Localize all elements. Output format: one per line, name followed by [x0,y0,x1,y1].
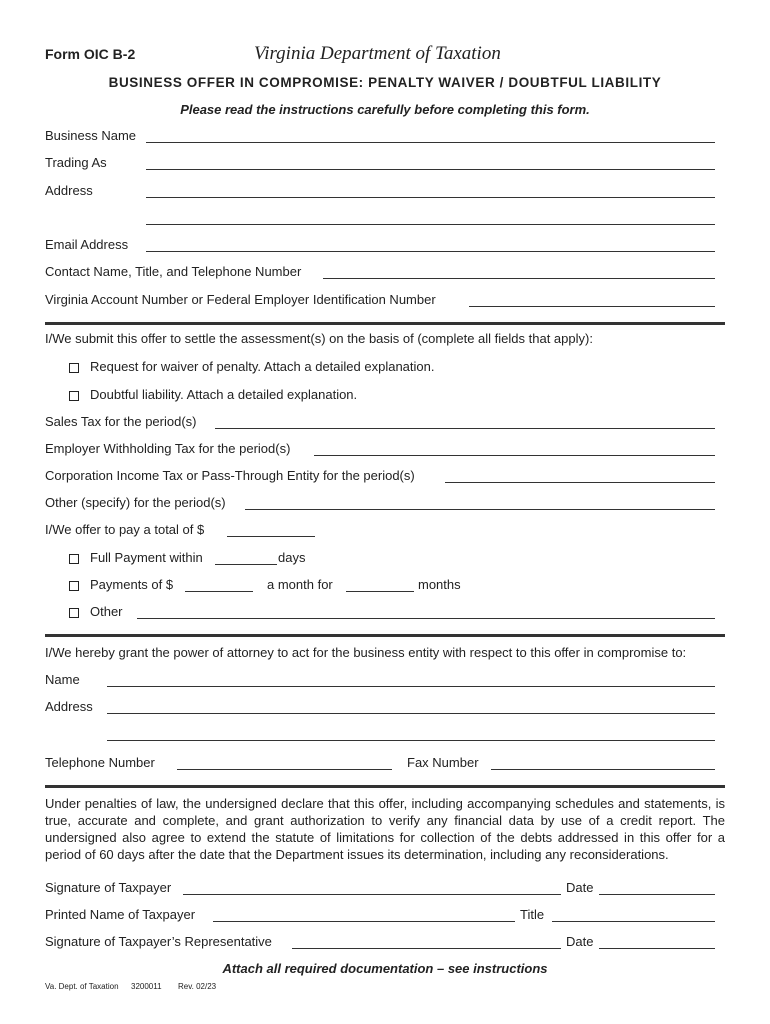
total-offer-field[interactable] [227,536,315,537]
representative-signature-label: Signature of Taxpayer’s Representative [45,934,272,949]
penalty-waiver-label: Request for waiver of penalty. Attach a detailed explanation. [90,359,435,374]
poa-fax-field[interactable] [491,769,715,770]
full-payment-days-field[interactable] [215,564,277,565]
withholding-field[interactable] [314,455,715,456]
poa-name-label: Name [45,672,80,687]
taxpayer-signature-field[interactable] [183,894,561,895]
corporation-tax-label: Corporation Income Tax or Pass-Through Entity for the period(s) [45,468,415,483]
contact-field[interactable] [323,278,715,279]
footer-form-number: 3200011 [131,982,162,991]
email-label: Email Address [45,237,129,252]
doubtful-liability-checkbox[interactable] [69,391,79,401]
months-count-field[interactable] [346,591,414,592]
taxpayer-signature-label: Signature of Taxpayer [45,880,172,895]
offer-intro: I/We submit this offer to settle the assessment(s) on the basis of (complete all fields that apply): [45,331,593,346]
poa-telephone-label: Telephone Number [45,755,155,770]
other-period-field[interactable] [245,509,715,510]
representative-date-field[interactable] [599,948,715,949]
taxpayer-date-label: Date [566,880,594,895]
poa-address-field-line-1[interactable] [107,713,715,714]
corporation-tax-field[interactable] [445,482,715,483]
poa-name-field[interactable] [107,686,715,687]
penalty-waiver-checkbox[interactable] [69,363,79,373]
declaration-text: Under penalties of law, the undersigned declare that this offer, including accompanying schedules and statements, is true, accurate and complete, and grant authorization to verify any financial data by use of a credit report. The undersigned also agree to extend the statute of limitations for collection of the debts addressed in this offer for a period of 60 days after the date that the Department issues its determination, including any reconsiderations. [45,796,725,862]
other-period-label: Other (specify) for the period(s) [45,495,226,510]
business-name-field[interactable] [146,142,715,143]
section-divider [45,322,725,325]
poa-telephone-field[interactable] [177,769,392,770]
other-payment-field[interactable] [137,618,715,619]
sales-tax-label: Sales Tax for the period(s) [45,414,197,429]
account-number-field[interactable] [469,306,715,307]
section-divider [45,634,725,637]
months-label: months [418,577,461,592]
representative-date-label: Date [566,934,594,949]
email-field[interactable] [146,251,715,252]
footer-dept: Va. Dept. of Taxation [45,982,119,991]
form-id: Form OIC B-2 [45,46,136,62]
poa-intro: I/We hereby grant the power of attorney to act for the business entity with respect to this offer in compromise to: [45,645,687,660]
address-field-line-2[interactable] [146,224,715,225]
title-field[interactable] [552,921,715,922]
doubtful-liability-label: Doubtful liability. Attach a detailed explanation. [90,387,358,402]
form-title: BUSINESS OFFER IN COMPROMISE: PENALTY WAIVER / DOUBTFUL LIABILITY [108,75,662,90]
sales-tax-field[interactable] [215,428,715,429]
days-label: days [278,550,306,565]
taxpayer-date-field[interactable] [599,894,715,895]
printed-name-field[interactable] [213,921,515,922]
poa-address-field-line-2[interactable] [107,740,715,741]
footer-revision: Rev. 02/23 [178,982,217,991]
representative-signature-field[interactable] [292,948,561,949]
section-divider [45,785,725,788]
full-payment-checkbox[interactable] [69,554,79,564]
account-number-label: Virginia Account Number or Federal Employer Identification Number [45,292,436,307]
total-offer-label: I/We offer to pay a total of $ [45,522,205,537]
installment-payments-checkbox[interactable] [69,581,79,591]
agency-name: Virginia Department of Taxation [254,43,501,64]
attach-documentation-note: Attach all required documentation – see instructions [222,961,548,976]
printed-name-label: Printed Name of Taxpayer [45,907,196,922]
poa-fax-label: Fax Number [407,755,479,770]
other-payment-checkbox[interactable] [69,608,79,618]
full-payment-label: Full Payment within [90,550,203,565]
business-name-label: Business Name [45,128,137,143]
trading-as-label: Trading As [45,155,107,170]
instruction-note: Please read the instructions carefully before completing this form. [180,102,590,117]
payment-amount-field[interactable] [185,591,253,592]
payments-label: Payments of $ [90,577,174,592]
poa-address-label: Address [45,699,93,714]
other-payment-label: Other [90,604,123,619]
address-field-line-1[interactable] [146,197,715,198]
month-for-label: a month for [267,577,333,592]
title-label: Title [520,907,545,922]
address-label: Address [45,183,93,198]
contact-label: Contact Name, Title, and Telephone Number [45,264,302,279]
withholding-label: Employer Withholding Tax for the period(s) [45,441,291,456]
trading-as-field[interactable] [146,169,715,170]
